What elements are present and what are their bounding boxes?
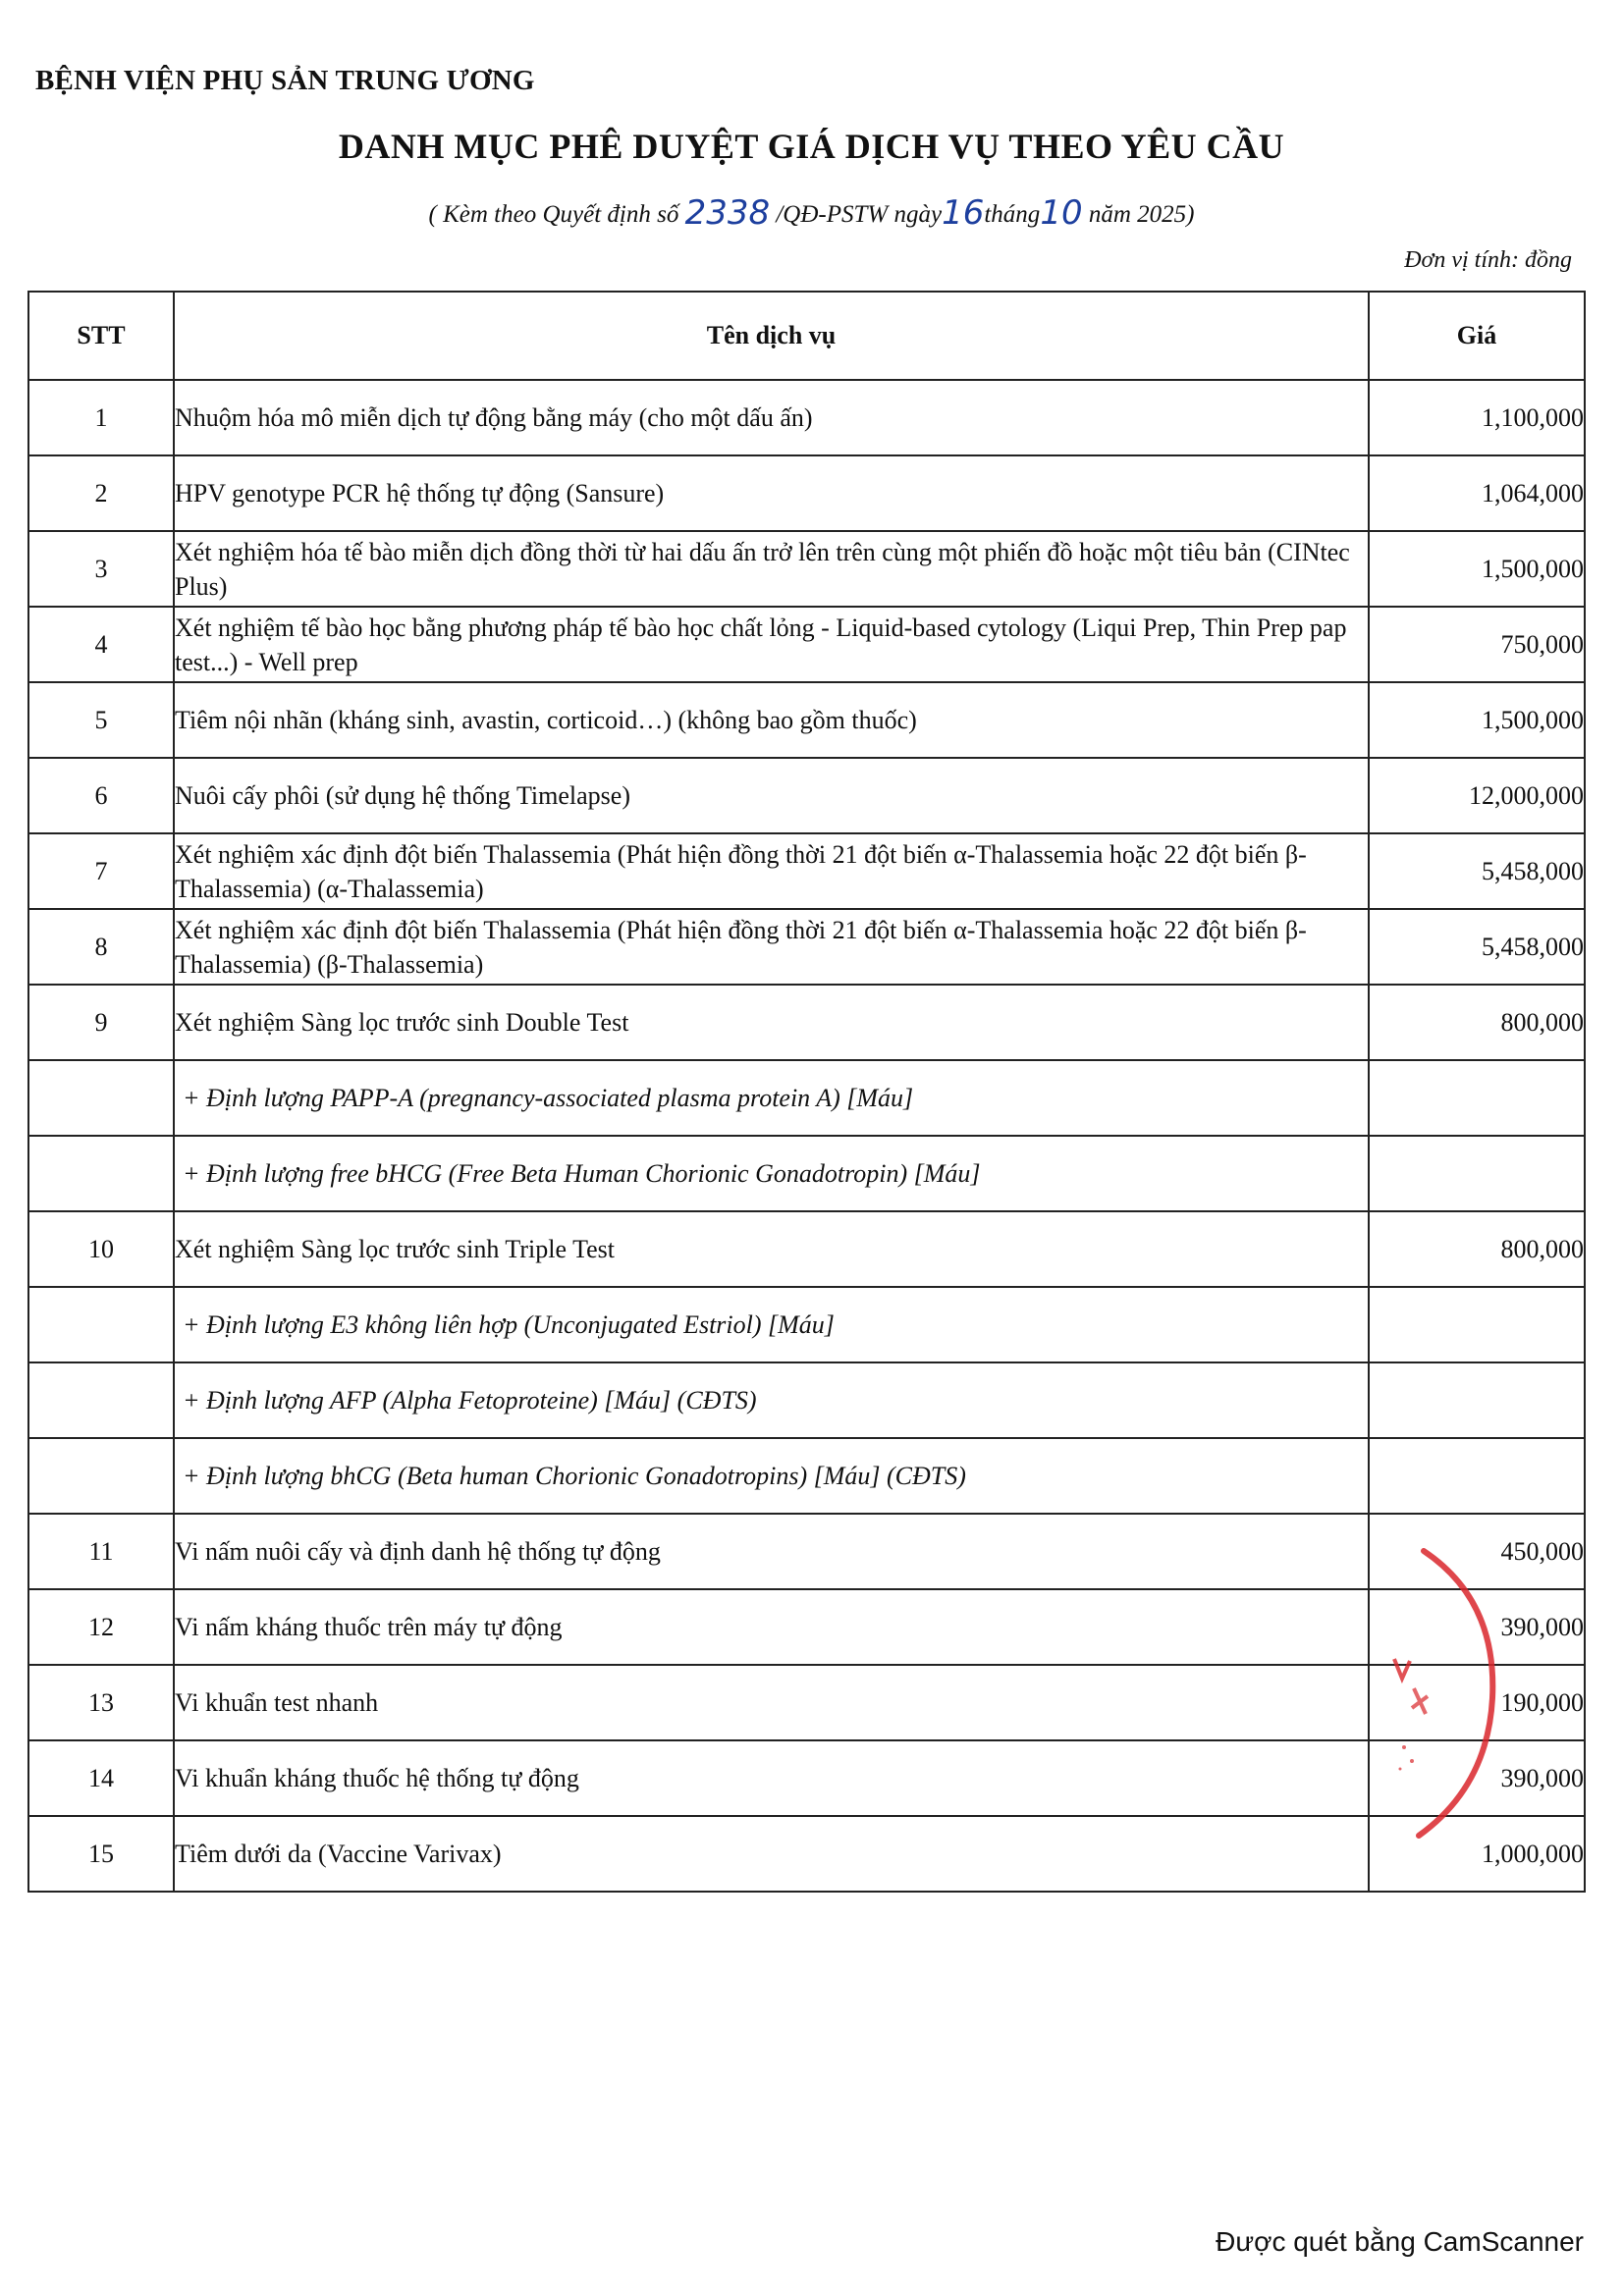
row-service-name: Xét nghiệm tế bào học bằng phương pháp tế bào học chất lỏng - Liquid-based cytology (Liqui Prep, Thin Prep pap test...) - Well prep	[174, 607, 1369, 682]
row-price	[1369, 1060, 1585, 1136]
row-stt: 14	[28, 1740, 174, 1816]
row-service-name: Vi khuẩn kháng thuốc hệ thống tự động	[174, 1740, 1369, 1816]
decision-month: 10	[1040, 193, 1083, 233]
table-row	[28, 1816, 1585, 1892]
row-price: 1,064,000	[1369, 455, 1585, 531]
row-stt: 7	[28, 833, 174, 909]
table-row	[28, 380, 1585, 455]
table-row	[28, 1665, 1585, 1740]
row-stt: 4	[28, 607, 174, 682]
row-price: 450,000	[1369, 1514, 1585, 1589]
row-price: 1,000,000	[1369, 1816, 1585, 1892]
official-stamp	[1365, 1541, 1502, 1855]
table-row	[28, 985, 1585, 1060]
table-row	[28, 833, 1585, 909]
row-price: 1,500,000	[1369, 531, 1585, 607]
decision-month-label: tháng	[984, 201, 1041, 228]
row-service-name: Vi khuẩn test nhanh	[174, 1665, 1369, 1740]
row-price: 390,000	[1369, 1589, 1585, 1665]
row-stt	[28, 1136, 174, 1211]
decision-day: 16	[942, 193, 985, 233]
row-price	[1369, 1136, 1585, 1211]
row-price	[1369, 1438, 1585, 1514]
row-service-name: Xét nghiệm hóa tế bào miễn dịch đồng thời từ hai dấu ấn trở lên trên cùng một phiến đồ hoặc một tiêu bản (CINtec Plus)	[174, 531, 1369, 607]
row-stt: 2	[28, 455, 174, 531]
row-stt: 11	[28, 1514, 174, 1589]
table-row	[28, 1060, 1585, 1136]
row-price: 12,000,000	[1369, 758, 1585, 833]
row-service-name: HPV genotype PCR hệ thống tự động (Sansure)	[174, 455, 1369, 531]
table-row	[28, 1136, 1585, 1211]
row-stt	[28, 1362, 174, 1438]
row-stt: 6	[28, 758, 174, 833]
table-row	[28, 1211, 1585, 1287]
row-stt	[28, 1060, 174, 1136]
table-row	[28, 1438, 1585, 1514]
decision-number: 2338	[684, 193, 771, 233]
table-row	[28, 1362, 1585, 1438]
row-price: 800,000	[1369, 1211, 1585, 1287]
row-price: 5,458,000	[1369, 909, 1585, 985]
row-stt: 13	[28, 1665, 174, 1740]
column-header-service: Tên dịch vụ	[174, 292, 1369, 380]
table-row	[28, 1514, 1585, 1589]
row-service-name: Xét nghiệm xác định đột biến Thalassemia (Phát hiện đồng thời 21 đột biến α-Thalassemia hoặc 22 đột biến β-Thalassemia) (β-Thalassemia)	[174, 909, 1369, 985]
row-stt: 3	[28, 531, 174, 607]
row-price: 800,000	[1369, 985, 1585, 1060]
row-stt	[28, 1438, 174, 1514]
document-title: DANH MỤC PHÊ DUYỆT GIÁ DỊCH VỤ THEO YÊU CẦU	[338, 127, 1285, 166]
row-service-name: + Định lượng AFP (Alpha Fetoproteine) [Máu] (CĐTS)	[174, 1362, 1369, 1438]
row-price: 1,500,000	[1369, 682, 1585, 758]
table-row	[28, 607, 1585, 682]
decision-middle: /QĐ-PSTW ngày	[776, 201, 943, 228]
row-service-name: Xét nghiệm xác định đột biến Thalassemia (Phát hiện đồng thời 21 đột biến α-Thalassemia hoặc 22 đột biến β-Thalassemia) (α-Thalassemia)	[174, 833, 1369, 909]
row-price	[1369, 1287, 1585, 1362]
row-service-name: + Định lượng bhCG (Beta human Chorionic Gonadotropins) [Máu] (CĐTS)	[174, 1438, 1369, 1514]
price-table-body	[28, 380, 1585, 1892]
table-row	[28, 909, 1585, 985]
row-price: 5,458,000	[1369, 833, 1585, 909]
table-row	[28, 758, 1585, 833]
column-header-price: Giá	[1369, 292, 1585, 380]
row-service-name: + Định lượng E3 không liên hợp (Unconjugated Estriol) [Máu]	[174, 1287, 1369, 1362]
row-stt: 1	[28, 380, 174, 455]
price-table	[27, 291, 1586, 1893]
row-stt: 9	[28, 985, 174, 1060]
hospital-name: BỆNH VIỆN PHỤ SẢN TRUNG ƯƠNG	[35, 65, 535, 96]
row-price: 750,000	[1369, 607, 1585, 682]
row-service-name: Nuôi cấy phôi (sử dụng hệ thống Timelapse)	[174, 758, 1369, 833]
decision-prefix: ( Kèm theo Quyết định số	[428, 201, 679, 228]
table-row	[28, 531, 1585, 607]
row-stt: 5	[28, 682, 174, 758]
table-row	[28, 1287, 1585, 1362]
row-service-name: + Định lượng PAPP-A (pregnancy-associated plasma protein A) [Máu]	[174, 1060, 1369, 1136]
decision-reference	[0, 193, 1623, 233]
row-stt: 8	[28, 909, 174, 985]
row-price: 190,000	[1369, 1665, 1585, 1740]
column-header-stt: STT	[28, 292, 174, 380]
table-row	[28, 682, 1585, 758]
camscanner-note: Được quét bằng CamScanner	[1216, 2226, 1584, 2257]
row-stt: 15	[28, 1816, 174, 1892]
row-service-name: + Định lượng free bHCG (Free Beta Human Chorionic Gonadotropin) [Máu]	[174, 1136, 1369, 1211]
currency-unit: Đơn vị tính: đồng	[1404, 247, 1572, 273]
row-stt: 12	[28, 1589, 174, 1665]
row-service-name: Xét nghiệm Sàng lọc trước sinh Triple Test	[174, 1211, 1369, 1287]
table-row	[28, 455, 1585, 531]
row-service-name: Vi nấm nuôi cấy và định danh hệ thống tự động	[174, 1514, 1369, 1589]
row-price: 390,000	[1369, 1740, 1585, 1816]
row-service-name: Tiêm dưới da (Vaccine Varivax)	[174, 1816, 1369, 1892]
row-stt: 10	[28, 1211, 174, 1287]
decision-suffix: năm 2025)	[1088, 201, 1195, 228]
row-service-name: Vi nấm kháng thuốc trên máy tự động	[174, 1589, 1369, 1665]
row-price	[1369, 1362, 1585, 1438]
row-service-name: Xét nghiệm Sàng lọc trước sinh Double Test	[174, 985, 1369, 1060]
table-header-row	[28, 292, 1585, 380]
row-stt	[28, 1287, 174, 1362]
table-row	[28, 1589, 1585, 1665]
row-service-name: Nhuộm hóa mô miễn dịch tự động bằng máy (cho một dấu ấn)	[174, 380, 1369, 455]
row-price: 1,100,000	[1369, 380, 1585, 455]
row-service-name: Tiêm nội nhãn (kháng sinh, avastin, corticoid…) (không bao gồm thuốc)	[174, 682, 1369, 758]
table-row	[28, 1740, 1585, 1816]
